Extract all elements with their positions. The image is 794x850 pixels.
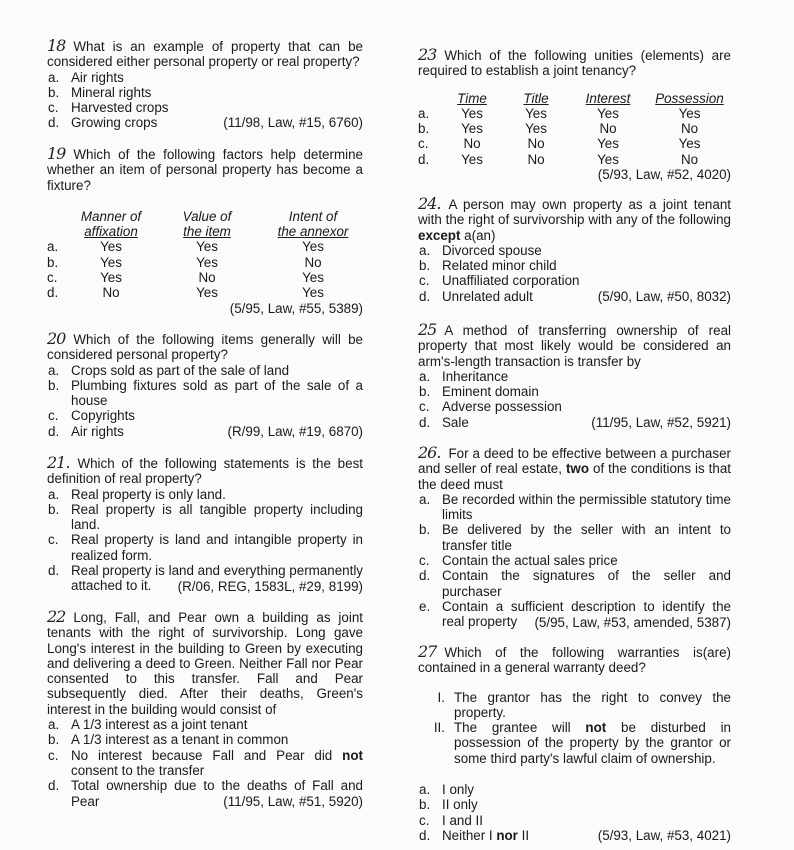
table-row: b. Yes Yes No No (418, 121, 699, 137)
question-19 (47, 146, 363, 316)
question-stem: 26. For a deed to be effective between a purchaser and seller of real estate, two of the conditions is that the deed must (418, 443, 732, 492)
question-25 (418, 322, 731, 430)
option-a: a. Divorced spouse (419, 242, 542, 258)
option-d: d. Sale (11/95, Law, #52, 5921) (419, 414, 731, 430)
table-row: a. Yes Yes Yes (47, 239, 324, 255)
option-c: c. Copyrights (48, 408, 136, 424)
table-row: a. Yes Yes Yes Yes (418, 105, 701, 121)
question-26 (418, 445, 731, 630)
statement-ii: II. The grantee will not be disturbed in possession of the property by the grantor or some third party's lawful claim of ownership. (433, 720, 731, 766)
option-d: d. Growing crops (11/98, Law, #15, 6760) (48, 115, 363, 131)
table-row: c. Yes No Yes (47, 270, 324, 286)
option-c: c. I and II (419, 812, 483, 828)
question-21 (47, 455, 363, 594)
question-number: 25 (418, 320, 437, 339)
question-22 (47, 609, 363, 809)
option-a: a. Air rights (48, 69, 124, 85)
option-b: b. Mineral rights (48, 84, 152, 100)
question-stem: 22 Long, Fall, and Pear own a building as joint tenants with the right of survivorship. Long gave Long's interest in the building to Green by executing and delivering a deed to Green. Neither Fall nor Pear consented to this transfer. Fall and Pear subsequently died. After their deaths, Green's interest in the building would consist of (47, 607, 363, 717)
option-b: b. Real property is all tangible property including land. (48, 501, 363, 533)
option-b: b. A 1/3 interest as a tenant in common (48, 732, 289, 748)
option-d: d. Air rights (R/99, Law, #19, 6870) (48, 423, 363, 439)
source-citation: (R/99, Law, #19, 6870) (227, 423, 363, 439)
option-b: b. Eminent domain (419, 384, 539, 400)
fixture-factors-table: Manner of Value of Intent of affixation the item the annexor a. Yes Yes Yes b. Yes Yes No c. Yes No Yes d. No Yes Yes (47, 209, 363, 301)
source-citation: (5/90, Law, #50, 8032) (597, 288, 731, 304)
option-a: a. A 1/3 interest as a joint tenant (48, 717, 248, 733)
option-a: a. Inheritance (419, 368, 509, 384)
option-d: d. Neither I nor II (5/93, Law, #53, 4021) (419, 827, 731, 843)
question-24 (418, 196, 731, 304)
option-d: d. Real property is land and everything permanently attached to it. (48, 563, 363, 594)
table-row: d. Yes No Yes No (418, 151, 699, 167)
option-c: c. No interest because Fall and Pear did not consent to the transfer (48, 747, 363, 778)
question-stem: 24. A person may own property as a joint tenant with the right of survivorship with any of the following except a(an) (418, 194, 731, 243)
source-citation: (11/98, Law, #15, 6760) (223, 115, 363, 131)
table-row: c. No No Yes Yes (418, 136, 701, 152)
question-stem: 25 A method of transferring ownership of real property that most likely would be considered an arm's-length transaction is transfer by (418, 320, 731, 369)
question-number: 18 (47, 36, 66, 55)
question-number: 19 (47, 144, 66, 163)
option-b: b. Plumbing fixtures sold as part of the sale of a house (48, 377, 363, 409)
source-citation: (5/95, Law, #53, amended, 5387) (534, 614, 731, 630)
question-stem: 27 Which of the following warranties is(are) contained in a general warranty deed? (418, 642, 731, 676)
option-b: b. Be delivered by the seller with an intent to transfer title (419, 522, 731, 553)
source-citation: (R/06, REG, 1583L, #29, 8199) (177, 578, 363, 594)
option-c: c. Adverse possession (419, 399, 562, 415)
option-c: c. Real property is land and intangible property in realized form. (48, 532, 363, 563)
option-e: e. Contain a sufficient description to identify the real property (419, 598, 731, 630)
option-b: b. II only (419, 797, 478, 813)
table-row: d. No Yes Yes (47, 285, 324, 301)
question-18 (47, 38, 363, 131)
question-stem: 20 Which of the following items generally will be considered personal property? (47, 329, 363, 363)
option-d: d. Unrelated adult (5/90, Law, #50, 8032) (419, 288, 731, 304)
option-a: a. Crops sold as part of the sale of land (48, 362, 290, 378)
source-citation: (5/95, Law, #55, 5389) (229, 300, 363, 316)
source-citation: (5/93, Law, #53, 4021) (597, 827, 731, 843)
question-number: 24. (418, 194, 441, 213)
statement-i: I. The grantor has the right to convey the property. (437, 689, 731, 720)
question-number: 22 (47, 607, 66, 626)
option-d: d. Contain the signatures of the seller and purchaser (419, 568, 731, 599)
question-number: 26. (418, 443, 441, 462)
source-citation: (11/95, Law, #52, 5921) (591, 414, 731, 430)
question-stem: 19 Which of the following factors help determine whether an item of personal property has become a fixture? (47, 144, 363, 193)
option-a: a. I only (419, 782, 475, 798)
question-number: 20 (47, 329, 66, 348)
question-stem: 21. Which of the following statements is the best definition of real property? (47, 453, 363, 487)
question-stem: 23 Which of the following unities (elements) are required to establish a joint tenancy? (418, 45, 731, 79)
question-number: 21. (47, 453, 70, 472)
option-a: a. Real property is only land. (48, 486, 226, 502)
source-citation: (11/95, Law, #51, 5920) (223, 793, 363, 809)
option-c: c. Contain the actual sales price (419, 553, 618, 569)
question-number: 27 (418, 642, 437, 661)
question-number: 23 (418, 45, 437, 64)
option-a: a. Be recorded within the permissible statutory time limits (419, 491, 731, 523)
question-23 (418, 47, 731, 182)
question-27 (418, 644, 731, 843)
option-c: c. Harvested crops (48, 100, 169, 116)
option-c: c. Unaffiliated corporation (419, 273, 580, 289)
source-citation: (5/93, Law, #52, 4020) (597, 167, 731, 183)
table-row: b. Yes Yes No (47, 254, 322, 270)
option-b: b. Related minor child (419, 258, 557, 274)
joint-tenancy-table: Time Title Interest Possession a. Yes Yes Yes Yes b. Yes Yes No No c. No No Yes Yes d. Yes No Yes No (418, 91, 731, 167)
question-20 (47, 331, 363, 439)
option-d: d. Total ownership due to the deaths of Fall and Pear (48, 778, 363, 809)
question-stem: 18 What is an example of property that can be considered either personal property or real property? (47, 36, 363, 70)
